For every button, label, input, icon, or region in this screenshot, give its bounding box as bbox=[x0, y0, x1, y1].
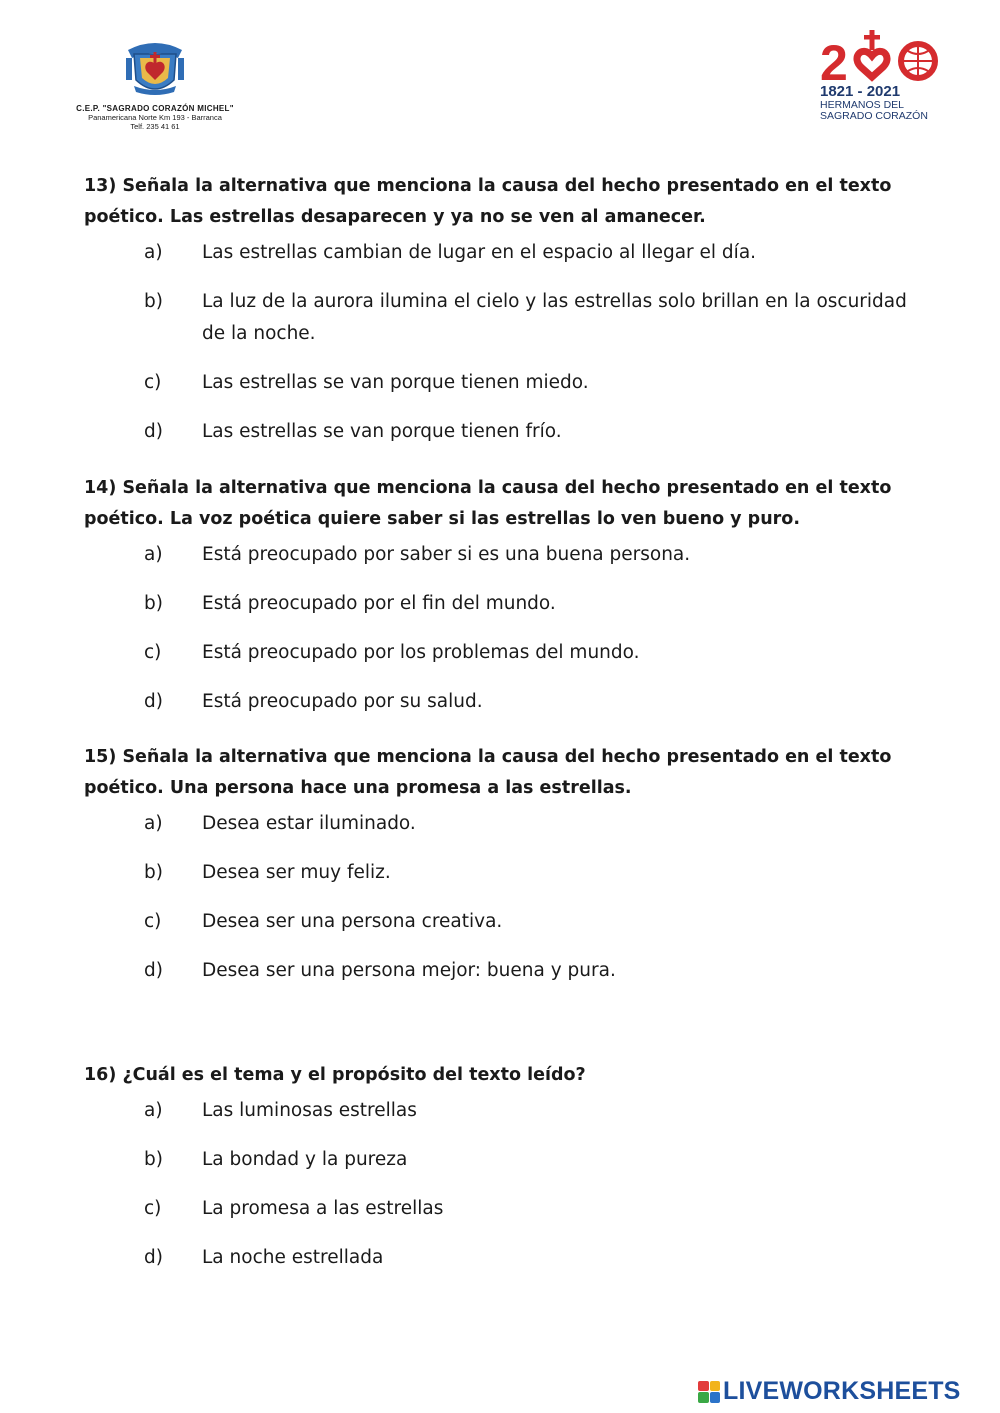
option-text: Desea estar iluminado. bbox=[202, 813, 416, 834]
svg-text:2: 2 bbox=[820, 35, 848, 82]
question-13 bbox=[84, 171, 914, 465]
school-crest-icon bbox=[120, 32, 190, 102]
option-text: La bondad y la pureza bbox=[202, 1149, 408, 1170]
option-letter: b) bbox=[144, 593, 163, 614]
option-letter: c) bbox=[144, 372, 162, 393]
school-phone: Telf. 235 41 61 bbox=[130, 122, 180, 131]
question-text: 15) Señala la alternativa que menciona la causa del hecho presentado en el texto poético. Una persona hace una promesa a las estrellas. bbox=[84, 747, 892, 798]
option-item[interactable] bbox=[84, 588, 914, 620]
option-item[interactable] bbox=[84, 906, 914, 938]
school-address: Panamericana Norte Km 193 - Barranca bbox=[88, 113, 222, 122]
option-list bbox=[84, 808, 914, 987]
question-text: 16) ¿Cuál es el tema y el propósito del texto leído? bbox=[84, 1065, 586, 1085]
option-item[interactable] bbox=[84, 955, 914, 987]
option-text: Desea ser una persona creativa. bbox=[202, 911, 503, 932]
option-item[interactable] bbox=[84, 539, 914, 571]
anniversary-line1: HERMANOS DEL bbox=[820, 99, 905, 111]
option-letter: a) bbox=[144, 1100, 163, 1121]
option-letter: c) bbox=[144, 1198, 162, 1219]
school-name: C.E.P. "SAGRADO CORAZÓN MICHEL" bbox=[76, 104, 234, 113]
option-letter: d) bbox=[144, 421, 163, 442]
option-text: Está preocupado por saber si es una buena persona. bbox=[202, 544, 691, 565]
anniversary-line2: SAGRADO CORAZÓN bbox=[820, 110, 928, 122]
anniversary-logo bbox=[820, 30, 950, 122]
option-text: La luz de la aurora ilumina el cielo y las estrellas solo brillan en la oscuridad de la noche. bbox=[202, 291, 907, 344]
question-14 bbox=[84, 473, 914, 735]
option-item[interactable] bbox=[84, 637, 914, 669]
option-item[interactable] bbox=[84, 857, 914, 889]
option-letter: a) bbox=[144, 813, 163, 834]
liveworksheets-brand[interactable] bbox=[698, 1377, 961, 1406]
option-item[interactable] bbox=[84, 1095, 914, 1127]
option-letter: d) bbox=[144, 691, 163, 712]
anniversary-years: 1821 - 2021 bbox=[820, 83, 901, 100]
option-text: Está preocupado por los problemas del mundo. bbox=[202, 642, 640, 663]
question-text: 14) Señala la alternativa que menciona la causa del hecho presentado en el texto poético. La voz poética quiere saber si las estrellas lo ven bueno y puro. bbox=[84, 478, 892, 529]
question-15 bbox=[84, 742, 914, 1004]
option-letter: b) bbox=[144, 291, 163, 312]
liveworksheets-wordmark: LIVEWORKSHEETS bbox=[723, 1377, 961, 1405]
option-letter: b) bbox=[144, 862, 163, 883]
anniversary-200-icon bbox=[820, 30, 945, 82]
option-letter: a) bbox=[144, 544, 163, 565]
option-text: Desea ser una persona mejor: buena y pura. bbox=[202, 960, 616, 981]
question-text: 13) Señala la alternativa que menciona la causa del hecho presentado en el texto poético. Las estrellas desaparecen y ya no se ven al amanecer. bbox=[84, 176, 892, 227]
option-text: Las estrellas se van porque tienen frío. bbox=[202, 421, 562, 442]
option-item[interactable] bbox=[84, 1144, 914, 1176]
option-text: Las estrellas cambian de lugar en el espacio al llegar el día. bbox=[202, 242, 757, 263]
option-letter: a) bbox=[144, 242, 163, 263]
school-header bbox=[70, 32, 240, 131]
option-text: Las luminosas estrellas bbox=[202, 1100, 417, 1121]
option-list bbox=[84, 1095, 914, 1274]
option-item[interactable] bbox=[84, 367, 914, 399]
option-letter: c) bbox=[144, 642, 162, 663]
option-item[interactable] bbox=[84, 1193, 914, 1225]
question-16 bbox=[84, 1060, 914, 1291]
option-text: Está preocupado por su salud. bbox=[202, 691, 483, 712]
option-letter: b) bbox=[144, 1149, 163, 1170]
option-text: Desea ser muy feliz. bbox=[202, 862, 391, 883]
option-text: Está preocupado por el fin del mundo. bbox=[202, 593, 556, 614]
option-item[interactable] bbox=[84, 416, 914, 448]
option-letter: d) bbox=[144, 1247, 163, 1268]
option-letter: c) bbox=[144, 911, 162, 932]
option-text: Las estrellas se van porque tienen miedo. bbox=[202, 372, 589, 393]
option-list bbox=[84, 539, 914, 718]
option-item[interactable] bbox=[84, 237, 914, 269]
option-text: La noche estrellada bbox=[202, 1247, 384, 1268]
option-item[interactable] bbox=[84, 286, 914, 350]
liveworksheets-logo-icon bbox=[698, 1381, 720, 1403]
option-letter: d) bbox=[144, 960, 163, 981]
option-text: La promesa a las estrellas bbox=[202, 1198, 444, 1219]
option-item[interactable] bbox=[84, 686, 914, 718]
option-item[interactable] bbox=[84, 808, 914, 840]
option-item[interactable] bbox=[84, 1242, 914, 1274]
option-list bbox=[84, 237, 914, 448]
